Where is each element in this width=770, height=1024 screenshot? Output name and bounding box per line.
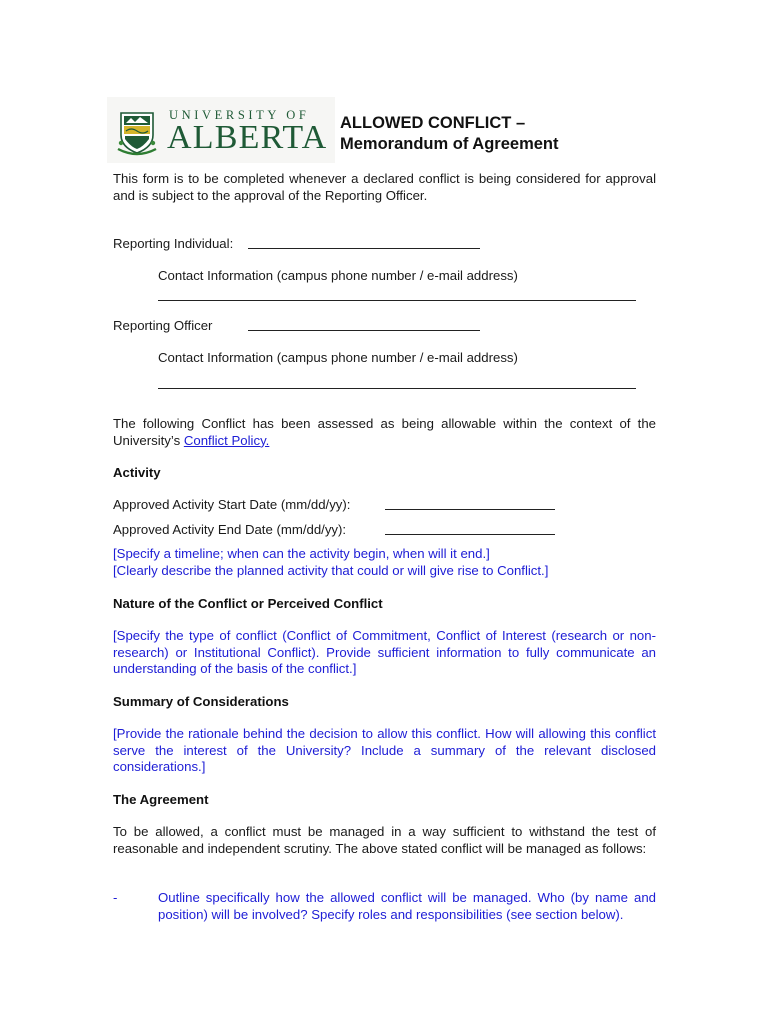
reporting-individual-field[interactable]: [248, 237, 480, 249]
reporting-officer-label: Reporting Officer: [113, 318, 213, 333]
reporting-officer-contact-label: Contact Information (campus phone number / e-mail address): [158, 350, 518, 365]
end-date-field[interactable]: [385, 523, 555, 535]
title-line-1: ALLOWED CONFLICT –: [340, 114, 526, 132]
nature-heading: Nature of the Conflict or Perceived Conflict: [113, 596, 383, 611]
reporting-officer-contact-field[interactable]: [158, 377, 636, 389]
assessment-text: The following Conflict has been assessed as being allowable within the context of the University’s: [113, 416, 656, 448]
activity-instruction-describe: [Clearly describe the planned activity that could or will give rise to Conflict.]: [113, 562, 549, 578]
reporting-individual-contact-field[interactable]: [158, 289, 636, 301]
crest-icon: [115, 107, 159, 157]
end-date-label: Approved Activity End Date (mm/dd/yy):: [113, 522, 347, 537]
activity-instructions: [113, 546, 673, 579]
start-date-label: Approved Activity Start Date (mm/dd/yy):: [113, 497, 351, 512]
logo-university-of: UNIVERSITY OF: [169, 108, 310, 122]
agreement-bullet-marker: -: [113, 890, 118, 905]
title-line-2: Memorandum of Agreement: [340, 135, 559, 153]
start-date-field[interactable]: [385, 498, 555, 510]
reporting-individual-label: Reporting Individual:: [113, 236, 234, 251]
assessment-paragraph: [113, 416, 656, 449]
summary-heading: Summary of Considerations: [113, 694, 289, 709]
activity-heading: Activity: [113, 465, 161, 480]
activity-instruction-timeline: [Specify a timeline; when can the activity begin, when will it end.]: [113, 546, 490, 561]
intro-paragraph: This form is to be completed whenever a declared conflict is being considered for approval and is subject to the approval of the Reporting Officer.: [113, 171, 656, 203]
agreement-bullet-text: Outline specifically how the allowed conflict will be managed. Who (by name and position) will be involved? Specify roles and responsibilities (see section below).: [158, 890, 656, 922]
reporting-individual-contact-label: Contact Information (campus phone number / e-mail address): [158, 268, 518, 283]
reporting-officer-field[interactable]: [248, 319, 480, 331]
agreement-heading: The Agreement: [113, 792, 209, 807]
university-logo: [107, 97, 335, 163]
summary-instruction: [Provide the rationale behind the decision to allow this conflict. How will allowing this conflict serve the interest of the University? Include a summary of the relevant disclosed considerations.]: [113, 726, 656, 775]
nature-instruction: [Specify the type of conflict (Conflict of Commitment, Conflict of Interest (research or non-research) or Institutional Conflict). Provide sufficient information to fully communicate an understanding of the basis of the conflict.]: [113, 628, 656, 677]
document-title: [340, 113, 559, 155]
agreement-paragraph: To be allowed, a conflict must be managed in a way sufficient to withstand the test of reasonable and independent scrutiny. The above stated conflict will be managed as follows:: [113, 824, 656, 856]
logo-alberta: ALBERTA: [167, 119, 328, 156]
conflict-policy-link[interactable]: Conflict Policy.: [183, 432, 270, 448]
